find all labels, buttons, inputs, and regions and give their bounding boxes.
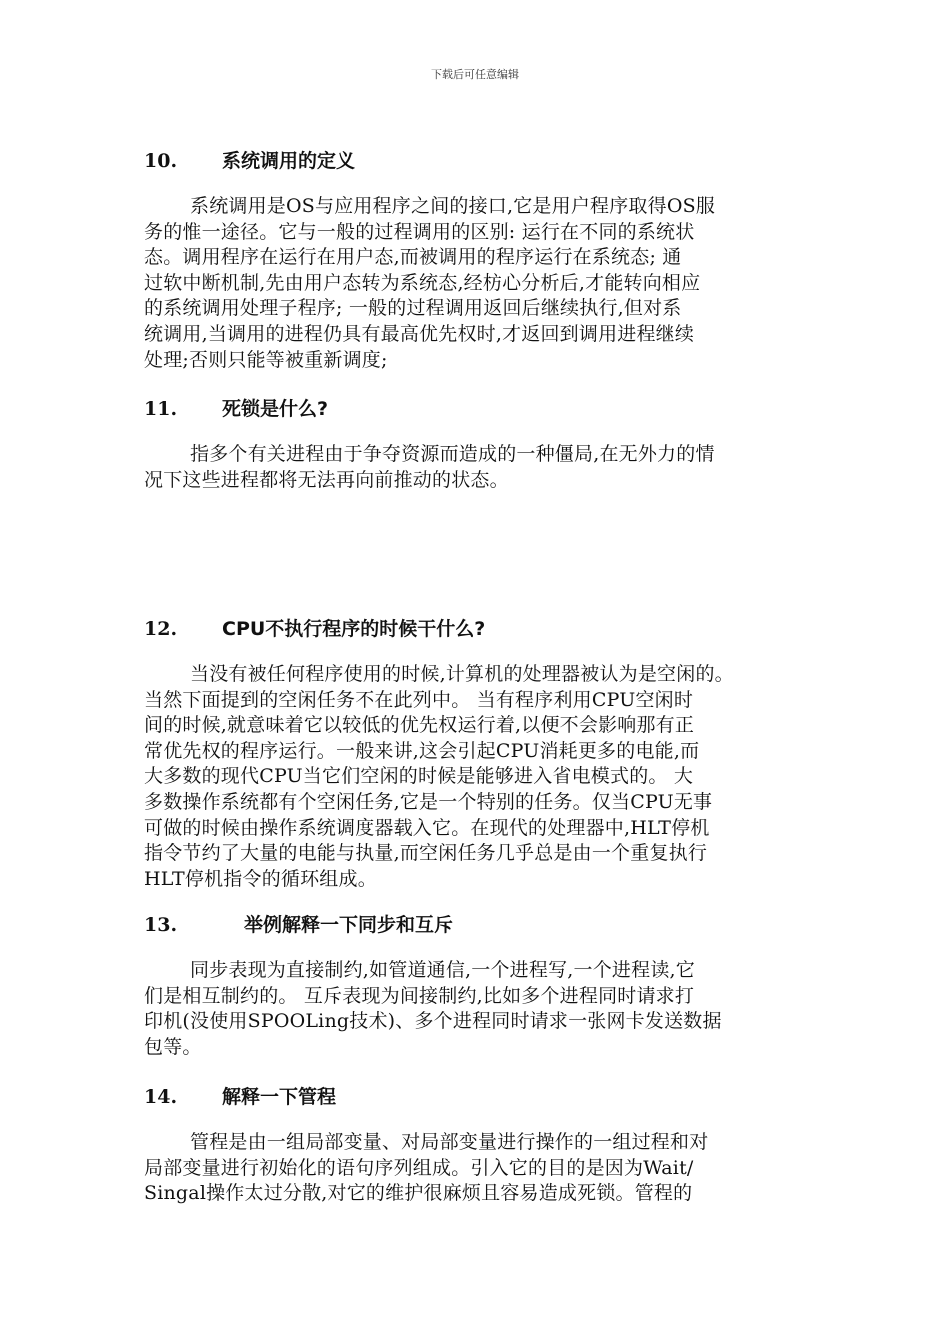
paragraph-line: HLT停机指令的循环组成。 — [144, 867, 377, 890]
paragraph-line: 们是相互制约的。 互斥表现为间接制约,比如多个进程同时请求打 — [144, 984, 695, 1007]
paragraph-line: 同步表现为直接制约,如管道通信,一个进程写,一个进程读,它 — [190, 959, 695, 981]
section-paragraph — [144, 1130, 824, 1207]
paragraph-line: 统调用,当调用的进程仍具有最高优先权时,才返回到调用进程继续 — [144, 322, 695, 345]
paragraph-line: 局部变量进行初始化的语句序列组成。引入它的目的是因为Wait/ — [144, 1156, 694, 1179]
paragraph-line: 当没有被任何程序使用的时候,计算机的处理器被认为是空闲的。 — [190, 663, 734, 685]
paragraph-line: 务的惟一途径。它与一般的过程调用的区别: 运行在不同的系统状 — [144, 220, 695, 243]
paragraph-line: 过软中断机制,先由用户态转为系统态,经枋心分析后,才能转向相应 — [144, 271, 701, 294]
paragraph-line: 指令节约了大量的电能与执量,而空闲任务几乎总是由一个重复执行 — [144, 842, 708, 865]
paragraph-line: Singal操作太过分散,对它的维护很麻烦且容易造成死锁。管程的 — [144, 1182, 693, 1205]
section-title: 死锁是什么? — [222, 398, 329, 420]
section-paragraph — [144, 194, 824, 373]
paragraph-line: 管程是由一组局部变量、对局部变量进行操作的一组过程和对 — [190, 1131, 709, 1153]
section-number: 14. — [144, 1086, 178, 1108]
section-heading — [144, 912, 824, 938]
paragraph-line: 包等。 — [144, 1035, 202, 1058]
section-10 — [144, 148, 824, 373]
paragraph-line: 多数操作系统都有个空闲任务,它是一个特别的任务。仅当CPU无事 — [144, 790, 713, 813]
section-heading — [144, 396, 824, 422]
section-title: 解释一下管程 — [222, 1086, 337, 1108]
section-heading — [144, 148, 824, 174]
section-title: 系统调用的定义 — [222, 150, 356, 172]
paragraph-line: 况下这些进程都将无法再向前推动的状态。 — [144, 468, 509, 491]
paragraph-line: 间的时候,就意味着它以较低的优先权运行着,以便不会影响那有正 — [144, 714, 695, 737]
section-paragraph — [144, 662, 844, 892]
section-13 — [144, 912, 824, 1060]
section-heading — [144, 1084, 824, 1110]
section-title: CPU不执行程序的时候干什么? — [222, 618, 486, 640]
paragraph-line: 印机(没使用SPOOLing技术)、多个进程同时请求一张网卡发送数据 — [144, 1010, 722, 1033]
page-header: 下载后可任意编辑 — [431, 68, 519, 81]
paragraph-line: 常优先权的程序运行。一般来讲,这会引起CPU消耗更多的电能,而 — [144, 739, 700, 762]
section-title: 举例解释一下同步和互斥 — [244, 914, 454, 936]
section-number: 12. — [144, 618, 178, 640]
section-number: 10. — [144, 150, 178, 172]
paragraph-line: 可做的时候由操作系统调度器载入它。在现代的处理器中,HLT停机 — [144, 816, 710, 839]
section-number: 11. — [144, 398, 178, 420]
paragraph-line: 的系统调用处理子程序; 一般的过程调用返回后继续执行,但对系 — [144, 297, 682, 320]
paragraph-line: 态。调用程序在运行在用户态,而被调用的程序运行在系统态; 通 — [144, 246, 682, 269]
section-paragraph — [144, 442, 824, 493]
section-14 — [144, 1084, 824, 1207]
paragraph-line: 系统调用是OS与应用程序之间的接口,它是用户程序取得OS服 — [190, 195, 716, 217]
paragraph-line: 处理;否则只能等被重新调度; — [144, 348, 388, 371]
paragraph-line: 当然下面提到的空闲任务不在此列中。 当有程序利用CPU空闲时 — [144, 688, 694, 711]
paragraph-line: 大多数的现代CPU当它们空闲的时候是能够进入省电模式的。 大 — [144, 765, 694, 788]
section-heading — [144, 616, 844, 642]
paragraph-line: 指多个有关进程由于争夺资源而造成的一种僵局,在无外力的情 — [190, 443, 715, 465]
section-12 — [144, 616, 844, 892]
section-paragraph — [144, 958, 824, 1060]
section-11 — [144, 396, 824, 493]
section-number: 13. — [144, 914, 178, 936]
